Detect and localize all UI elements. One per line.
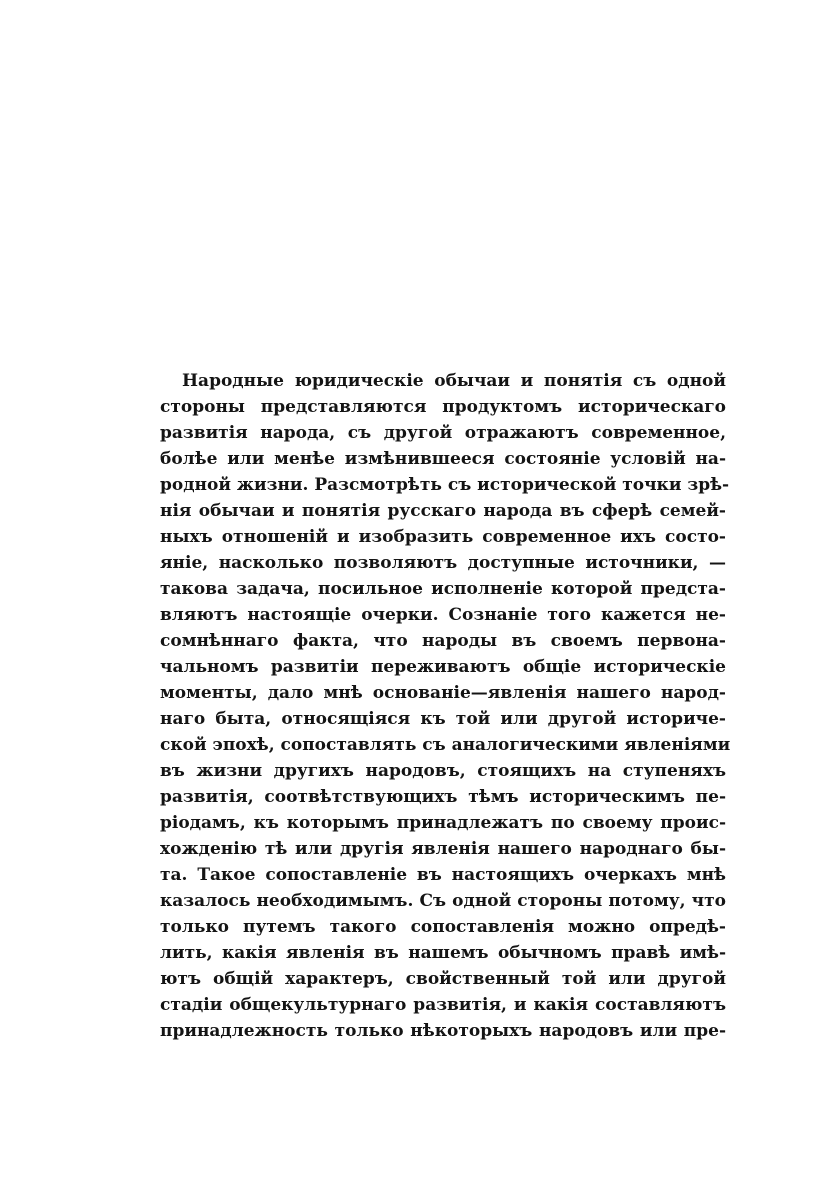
paragraph-line: хожденію тѣ или другія явленія нашего народнаго бы- bbox=[160, 839, 726, 859]
paragraph-line: наго быта, относящіяся къ той или другой историче- bbox=[160, 709, 726, 729]
paragraph-line: моменты, дало мнѣ основаніе—явленія нашего народ- bbox=[160, 683, 726, 703]
paragraph-line: развитія народа, съ другой отражаютъ современное, bbox=[160, 423, 726, 443]
paragraph-line: стороны представляются продуктомъ историческаго bbox=[160, 397, 726, 417]
paragraph-line: лить, какія явленія въ нашемъ обычномъ правѣ имѣ- bbox=[160, 943, 726, 963]
paragraph-line: сомнѣннаго факта, что народы въ своемъ первона- bbox=[160, 631, 726, 651]
paragraph-line: стадіи общекультурнаго развитія, и какія составляютъ bbox=[160, 995, 726, 1015]
paragraph-line: яніе, насколько позволяютъ доступные источники, — bbox=[160, 553, 726, 573]
paragraph-line: только путемъ такого сопоставленія можно опредѣ- bbox=[160, 917, 726, 937]
paragraph-line: Народные юридическіе обычаи и понятія съ одной bbox=[182, 371, 726, 391]
paragraph-line: ской эпохѣ, сопоставлять съ аналогическими явленіями bbox=[160, 735, 731, 755]
paragraph-line: такова задача, посильное исполненіе которой предста- bbox=[160, 579, 726, 599]
paragraph-line: ютъ общій характеръ, свойственный той или другой bbox=[160, 969, 726, 989]
paragraph-line: въ жизни другихъ народовъ, стоящихъ на ступеняхъ bbox=[160, 761, 726, 781]
body-paragraph bbox=[160, 368, 731, 1044]
paragraph-line: болѣе или менѣе измѣнившееся состояніе условій на- bbox=[160, 449, 726, 469]
paragraph-line: казалось необходимымъ. Съ одной стороны потому, что bbox=[160, 891, 726, 911]
paragraph-line: развитія, соотвѣтствующихъ тѣмъ историческимъ пе- bbox=[160, 787, 726, 807]
paragraph-line: ныхъ отношеній и изобразить современное ихъ состо- bbox=[160, 527, 726, 547]
paragraph-line: родной жизни. Разсмотрѣть съ исторической точки зрѣ- bbox=[160, 475, 730, 495]
paragraph-line: вляютъ настоящіе очерки. Сознаніе того кажется не- bbox=[160, 605, 726, 625]
paragraph-line: та. Такое сопоставленіе въ настоящихъ очеркахъ мнѣ bbox=[160, 865, 726, 885]
paragraph-line: нія обычаи и понятія русскаго народа въ сферѣ семей- bbox=[160, 501, 726, 521]
paragraph-line: ріодамъ, къ которымъ принадлежатъ по своему проис- bbox=[160, 813, 726, 833]
paragraph-line: чальномъ развитіи переживаютъ общіе историческіе bbox=[160, 657, 726, 677]
paragraph-line: принадлежность только нѣкоторыхъ народовъ или пре- bbox=[160, 1021, 726, 1041]
